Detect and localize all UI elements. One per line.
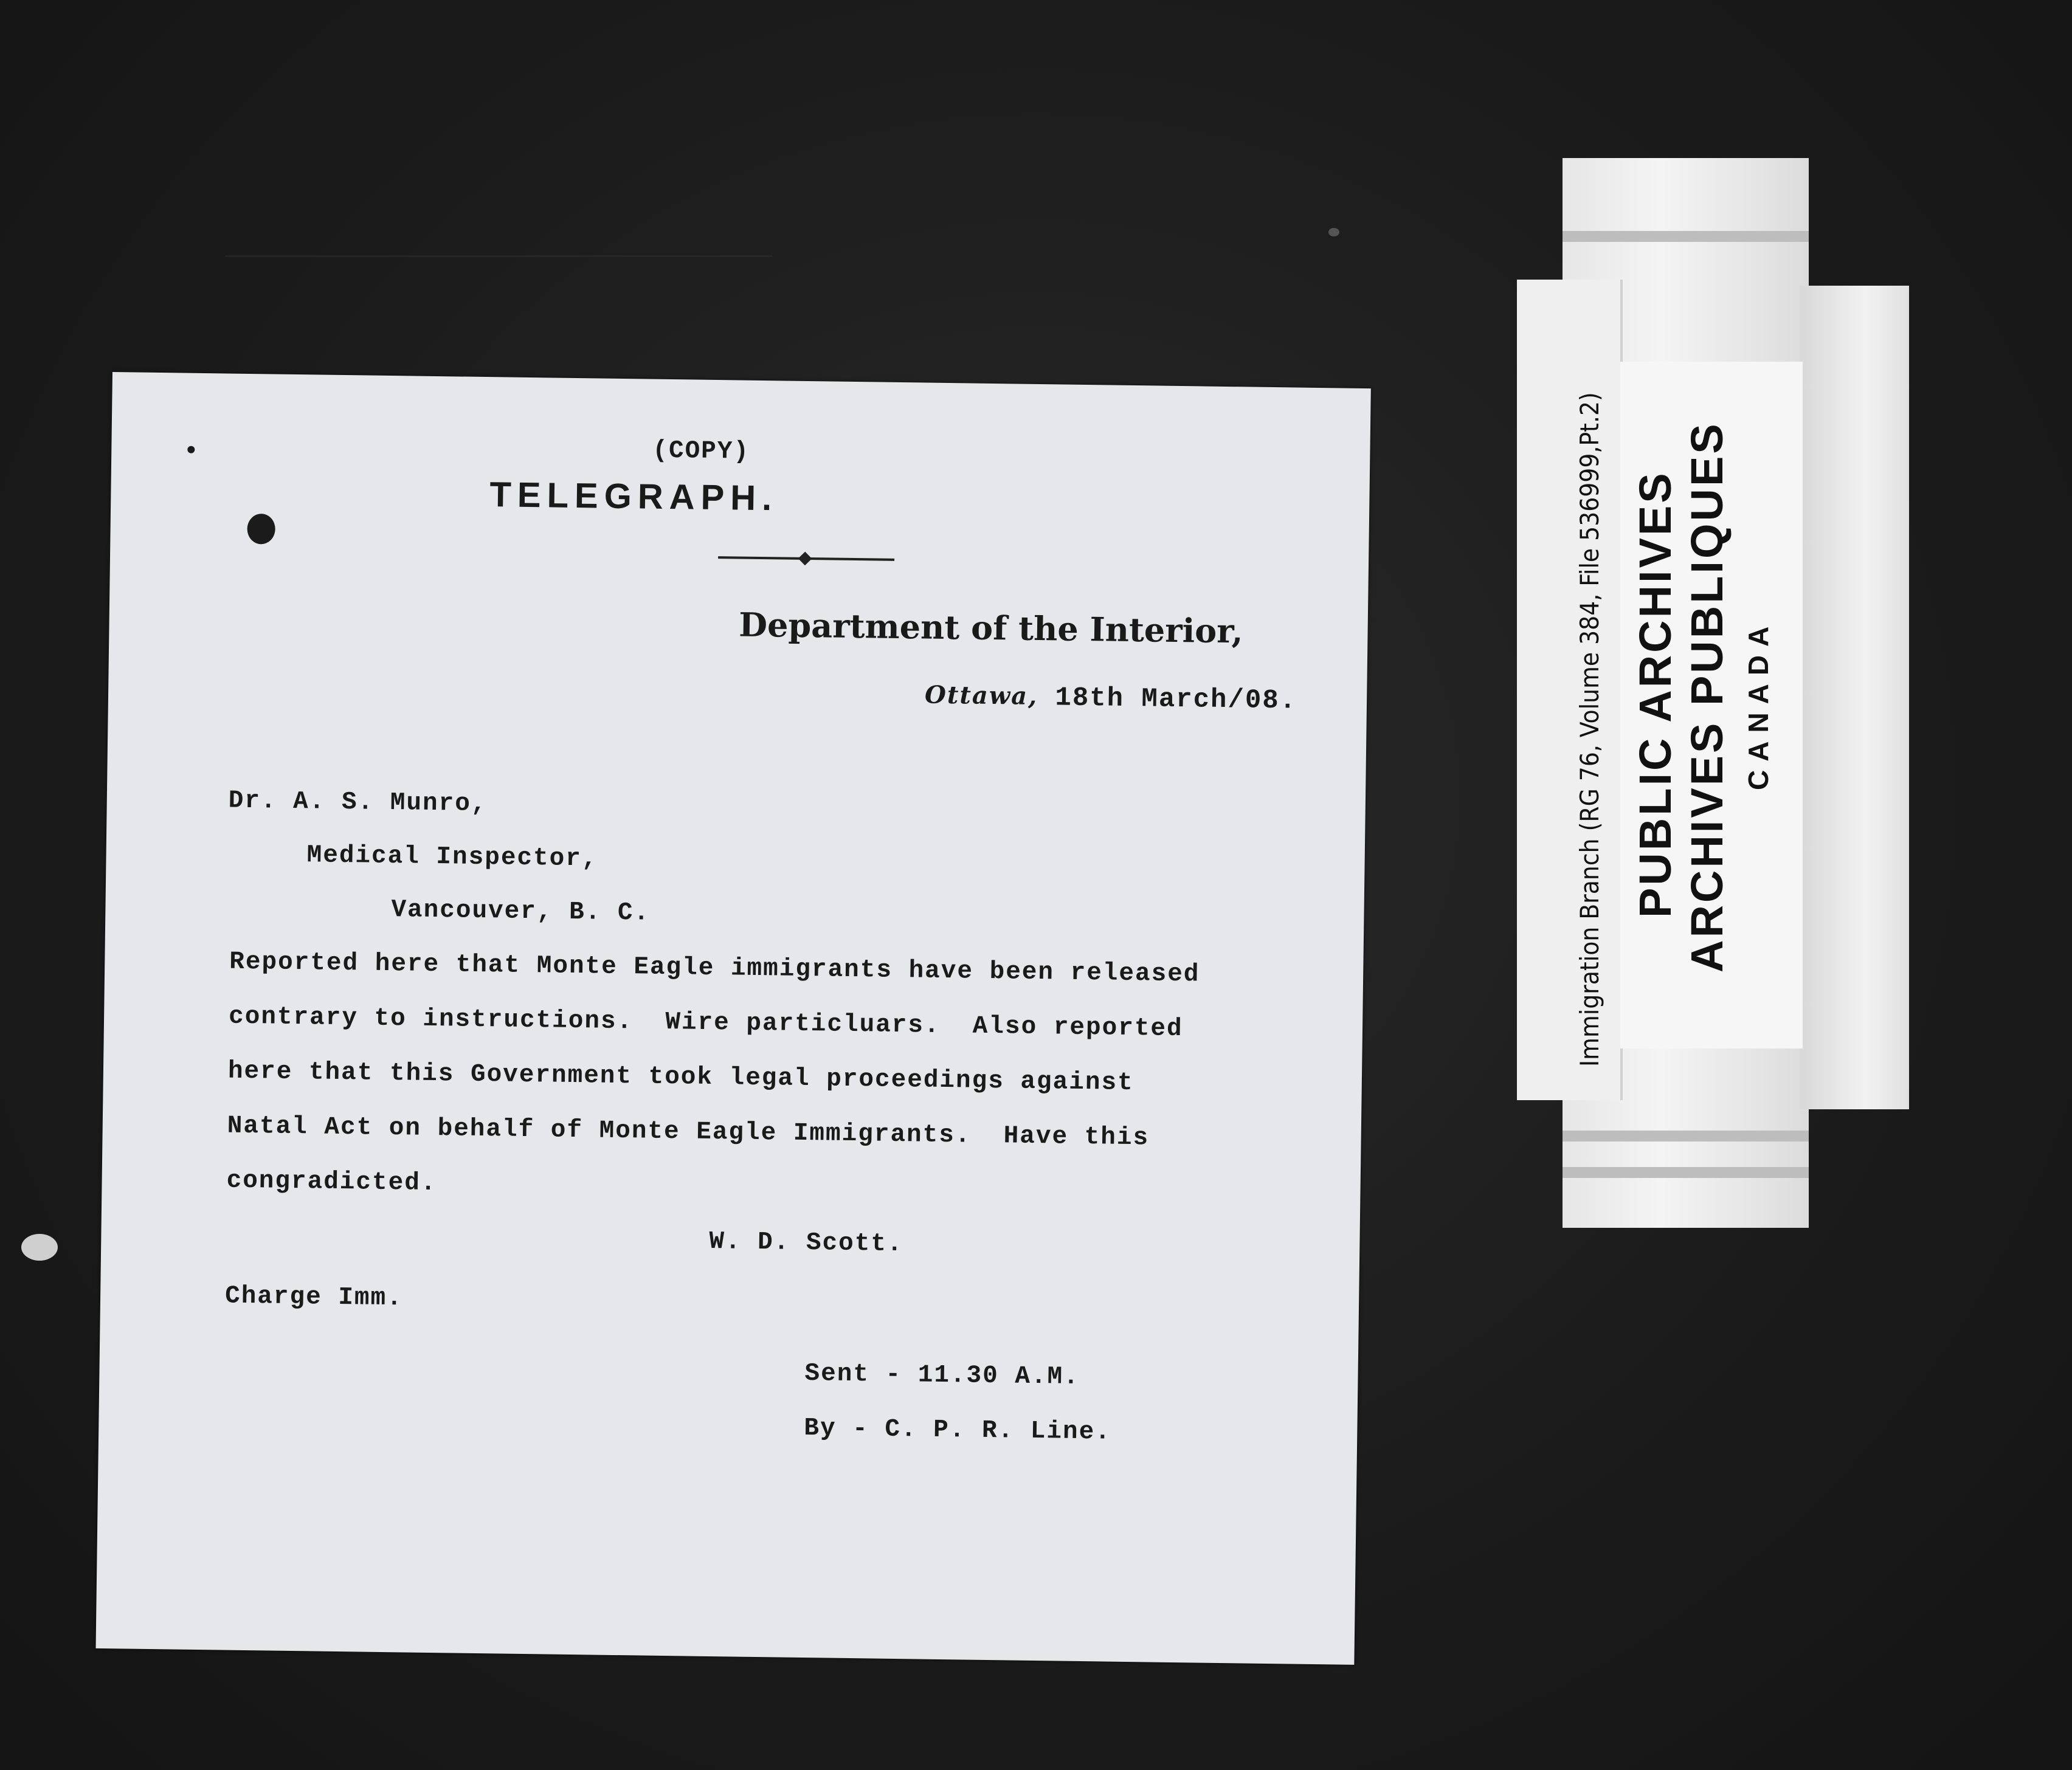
background-speck [1328,228,1339,236]
archive-tag-band [1563,1131,1809,1142]
message-line: Natal Act on behalf of Monte Eagle Immigrants. Have this [227,1112,1150,1152]
place-name: Ottawa, [924,680,1038,711]
date: 18th March/08. [1055,683,1297,717]
archive-stamp-country: CANADA [1742,618,1774,790]
title-rule-ornament [798,552,812,566]
signature: W. D. Scott. [709,1227,903,1259]
archive-stamp-line1: PUBLIC ARCHIVES [1630,470,1680,918]
archive-reference: Immigration Branch (RG 76, Volume 384, File 536999,Pt.2) [1575,392,1604,1067]
recipient-name: Dr. A. S. Munro, [228,787,488,819]
message-line: contrary to instructions. Wire particluars. Also reported [228,1002,1183,1044]
ink-blot [247,514,275,545]
archive-tag-band [1563,231,1809,242]
recipient-place: Vancouver, B. C. [391,896,651,928]
background-speck [21,1234,58,1261]
archive-reference-label [1517,280,1623,1100]
archive-tag-edge [1800,286,1909,1109]
message-line: Reported here that Monte Eagle immigrants have been released [229,948,1200,989]
archive-stamp-line2: ARCHIVES PUBLIQUES [1682,421,1732,973]
telegram-sheet [96,372,1371,1665]
ink-speck [187,446,195,453]
document-title: TELEGRAPH. [489,475,778,518]
background-scratch [225,255,772,257]
message-line: congradicted. [226,1166,437,1198]
message-line: here that this Government took legal proceedings against [227,1057,1134,1098]
sent-time: Sent - 11.30 A.M. [804,1360,1080,1391]
archive-tag-band [1563,1167,1809,1178]
department-heading: Department of the Interior, [738,605,1243,651]
dateline [925,681,1297,717]
sent-by-line: By - C. P. R. Line. [804,1414,1112,1447]
copy-label: (COPY) [652,436,750,466]
charge-note: Charge Imm. [224,1282,404,1313]
recipient-title: Medical Inspector, [306,841,598,873]
